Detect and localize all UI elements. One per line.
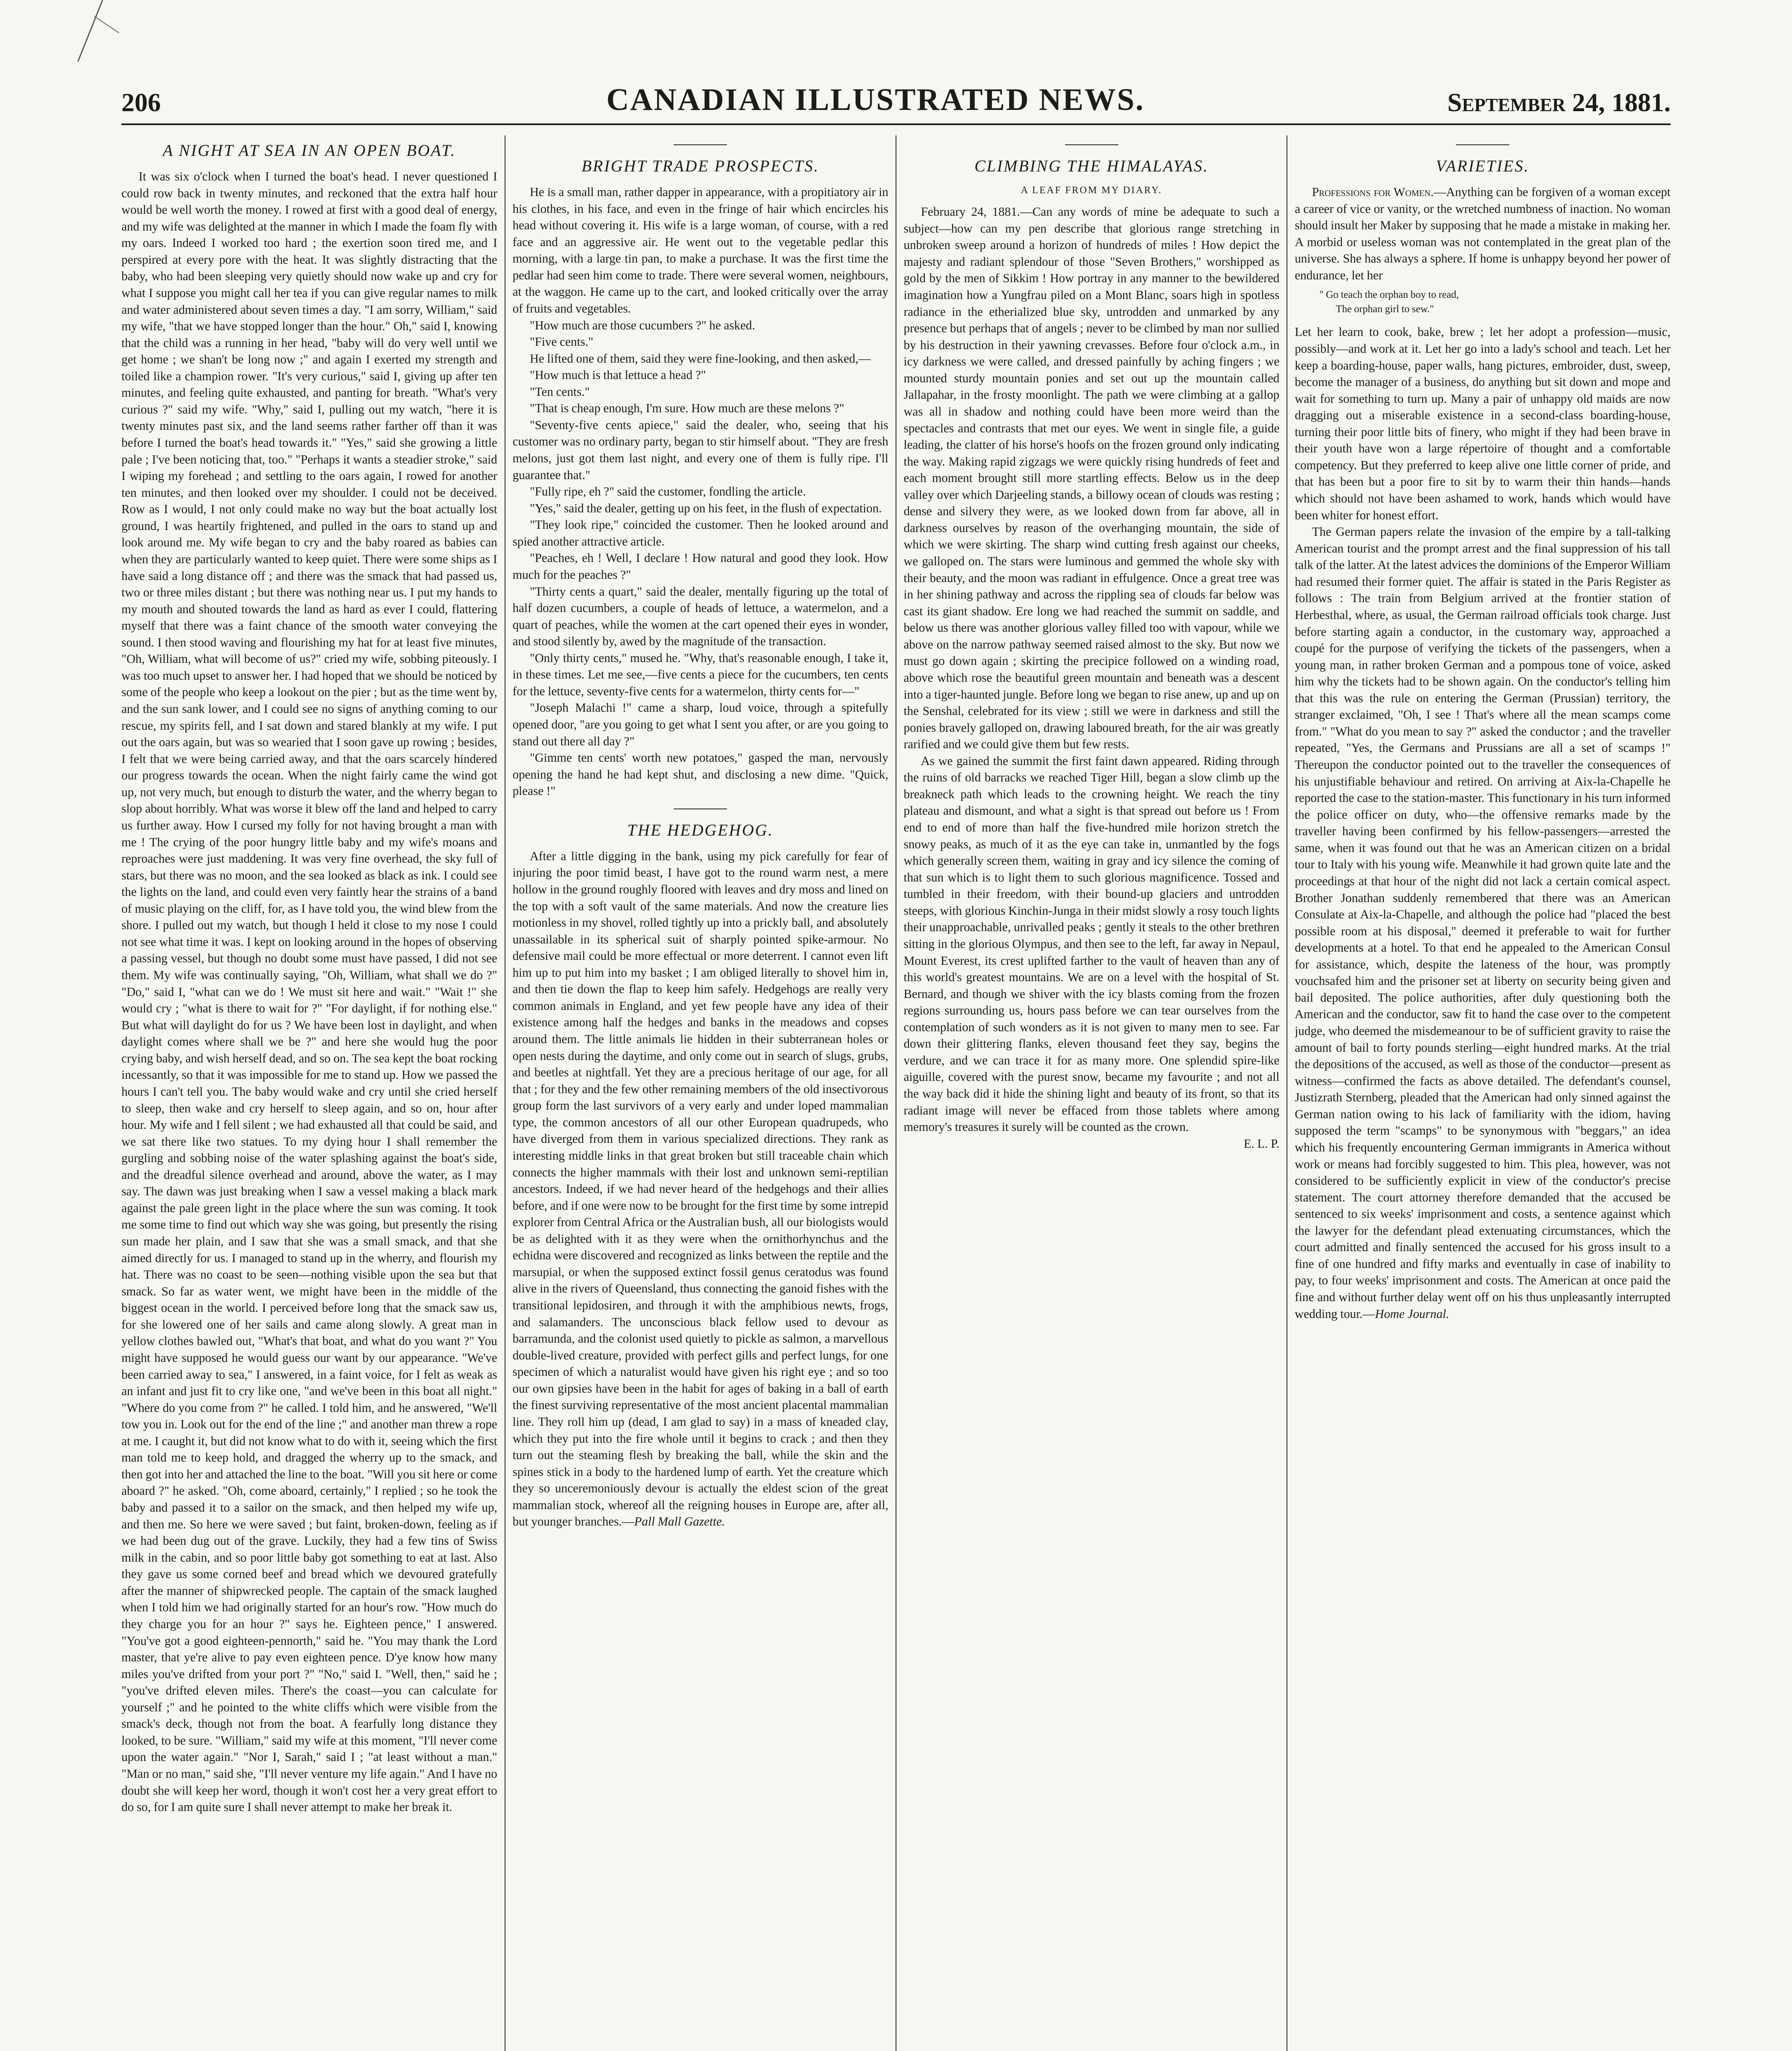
article-title-night-at-sea: A NIGHT AT SEA IN AN OPEN BOAT. — [162, 141, 456, 160]
columns — [121, 135, 1671, 2051]
article-separator — [1065, 144, 1118, 145]
paragraph: "Seventy-five cents apiece," said the dealer, who, seeing that his customer was no ordinary party, began to stir himself about. "They are fresh melons, just got them last night, and every one of them is fully ripe. I'll guarantee that." — [512, 418, 889, 482]
column-4 — [1295, 135, 1671, 2051]
pencil-mark — [33, 0, 156, 78]
article-body-night-at-sea: It was six o'clock when I turned the boat's head. I never questioned I could row back in twenty minutes, and reckoned that the extra half hour would be well worth the money. I rowed at first with a good deal of energy, and my wife was delighted at the manner in which I made the foam fly with my oars. Indeed I worked too hard ; the exertion soon tired me, and I perspired at every pore with the heat. It was slightly distracting that the baby, who had been sleeping very quietly should now wake up and cry for what I suppose you might call her tea if you can give regular names to milk and water administered about seven times a day. "I am sorry, William," said my wife, "that we have stopped longer than the hour." Oh," said I, knowing that the child was a running in her head, "baby will do very well until we get home ; we shan't be long now ;" and again I exerted my strength and toiled like a champion rower. "It's very curious," said I, giving up after ten minutes, and feeling quite exhausted, and panting for breath. "What's very curious ?" said my wife. "Why," said I, pulling out my watch, "here it is twenty minutes past six, and the land seems rather farther off than it was before I turned the boat's head towards it." "Yes," said she growing a little pale ; I've been noticing that, too." "Perhaps it wants a steadier stroke," said I wiping my forehead ; and settling to the oars again, I rowed for another ten minutes, and then looked over my shoulder. I could not be deceived. Row as I would, I not only could make no way but the boat actually lost ground, I was heartily frightened, and pulled in the oars to stand up and look around me. My wife began to cry and the baby roared as babies can when they are particularly wanted to keep quiet. There were some ships as I have said a long distance off ; and there was the smack that had passed us, two or three miles distant ; but there was nothing near us. I put my hands to my mouth and shouted towards the land as hard as ever I could, flattering myself that there was a faint chance of the smooth water conveying the sound. I then stood waving and flourishing my hat for at least five minutes, "Oh, William, what will become of us?" cried my wife, sobbing piteously. I was too much upset to answer her. I had hoped that we should be noticed by some of the people who keep a lookout on the pier ; but as the time went by, and the sun sank lower, and I could see no signs of anything coming to our rescue, my spirits fell, and I sat down and stared blankly at my wife. I put out the oars again, but was so wearied that I soon gave up rowing ; besides, I felt that we were being carried away, and that the oars scarcely hindered our progress towards the ocean. When the night fairly came the wind got up, not very much, but enough to disturb the water, and the wherry began to slop about horribly. What was worse it blew off the land and helped to carry us further away. How I cursed my folly for not having brought a man with me ! The crying of the poor hungry little baby and my wife's moans and reproaches were just maddening. It was very fine overhead, the sky full of stars, but there was no moon, and the sea looked as black as ink. I could see the lights on the land, and could even very faintly hear the strains of a band of music playing on the cliff, for, as I have told you, the wind blew from the shore. I pulled out my watch, but though I held it close to my nose I could not see what time it was. I kept on looking around in the hopes of observing a passing vessel, but though no doubt some must have passed, I did not see them. My wife was continually saying, "Oh, William, what shall we do ?" "Do," said I, "what can we do ! We must sit here and wait." "Wait !" she would cry ; "what is there to wait for ?" "For daylight, if for nothing else." But what will daylight do for us ? We have been lost in daylight, and when daylight comes where shall we be ?" and here she would hug the poor crying baby, and wish herself dead, and so on. The sea kept the boat rocking incessantly, so that it was impossible for me to stand up. How we passed the hours I can't tell you. The baby would wake and cry until she cried herself to sleep, then wake and cry herself to sleep again, and so on, hour after hour. My wife and I fell silent ; we had exhausted all that could be said, and we sat there like two statues. To my dying hour I shall remember the gurgling and sobbing noise of the water splashing against the boat's side, and the dreadful silence overhead and around, above the water, as I may say. The dawn was just breaking when I saw a vessel making a black mark against the pale green light in the place where the sun was coming. It took me some time to find out which way she was going, but presently the rising sun made her plain, and I saw that she was a small smack, and that she aimed directly for us. I managed to stand up in the wherry, and flourish my hat. There was no coast to be seen—nothing visible upon the sea but that smack. So far as water went, we might have been in the middle of the biggest ocean in the world. I perceived before long that the smack saw us, for she lowered one of her sails and came along slowly. A great man in yellow clothes bawled out, "What's that boat, and what do you want ?" You might have supposed he would guess our want by our appearance. "We've been carried away to sea," I answered, in a faint voice, for I felt as weak as an infant and just fit to cry like one, "and we've been in this boat all night." "Where do you come from ?" he called. I told him, and he answered, "We'll tow you in. Look out for the end of the line ;" and another man threw a rope at me. I caught it, but did not know what to do with it, seeing which the first man told me to keep hold, and dragged the wherry up to the smack, and then got into her and attached the line to the boat. "Will you sit here or come aboard ?" he asked. "Oh, come aboard, certainly," I replied ; so he took the baby and passed it to a sailor on the smack, and then helped my wife up, and then me. So here we were saved ; but faint, broken-down, feeling as if we had been dug out of the grave. Luckily, they had a few tins of Swiss milk in the cabin, and so poor little baby got something to eat at last. Also they gave us some corned beef and bread which we devoured gratefully after the manner of shipwrecked people. The captain of the smack laughed when I told him we had originally started for an hour's row. "How much do they charge you for an hour ?" says he. Eighteen pence," I answered. "You've got a good eighteen-pennorth," said he. "You may thank the Lord master, that ye're alive to pay even eighteen pence. D'ye know how many miles you've drifted from your port ?" "No," said I. "Well, then," said he ; "you've drifted eleven miles. There's the coast—you can calculate for yourself ;" and he pointed to the white cliffs which were visible from the smack's deck, though not from the boat. A fearfully long distance they looked, to be sure. "William," said my wife at this moment, "I'll never come upon the water again." "Nor I, Sarah," said I ; "at least without a man." "Man or no man," said she, "I'll never venture my life again." And I have no doubt she will keep her word, though it won't cost her a very great effort to do so, for I am quite sure I shall never attempt to make her break it. — [121, 169, 497, 1814]
paragraph: "Fully ripe, eh ?" said the customer, fondling the article. — [530, 484, 806, 499]
paragraph: "Peaches, eh ! Well, I declare ! How natural and good they look. How much for the peaches ?" — [512, 551, 889, 582]
article-separator — [674, 144, 727, 145]
column-1 — [121, 135, 497, 2051]
issue-date: September 24, 1881. — [1447, 88, 1671, 117]
quoted-verse — [1319, 288, 1671, 316]
section-title-varieties: VARIETIES. — [1435, 157, 1529, 175]
paragraph: He lifted one of them, said they were fine-looking, and then asked,— — [530, 351, 871, 365]
paragraph: "Joseph Malachi !" came a sharp, loud voice, through a spitefully opened door, "are you going to get what I sent you after, or are you going to stand out there all day ?" — [512, 701, 889, 748]
article-title-bright-trade: BRIGHT TRADE PROSPECTS. — [581, 157, 820, 175]
verse-line: The orphan girl to sew." — [1335, 304, 1434, 315]
column-2 — [512, 135, 888, 2051]
paragraph — [1295, 523, 1671, 1322]
paragraph — [1295, 184, 1671, 283]
verse-line: " Go teach the orphan boy to read, — [1319, 289, 1459, 301]
paragraph-text: The German papers relate the invasion of the empire by a tall-talking American tourist and the prompt arrest and the final suppression of his tall talk of the latter. At the latest advices the dominions of the Emperor William had resumed their former quiet. The affair is stated in the Paris Register as follows : The train from Belgium arrived at the frontier station of Herbesthal, where, as usual, the German railroad officials took charge. Just before starting again a conductor, in the customary way, approached a coupé for the purpose of verifying the tickets of the passengers, when a young man, in rather broken German and a pompous tone of voice, asked him why the tickets had to be shown again. On the conductor's telling him that this was the rule on entering the German (Prussian) territory, the stranger exclaimed, "Oh, I see ! That's where all the mean scamps come from." "What do you mean to say ?" asked the conductor ; and the traveller repeated, "Yes, the Germans and Prussians are all a set of scamps !" Thereupon the conductor pointed out to the traveller the consequences of his unjustifiable behaviour and retired. On arriving at Aix-la-Chapelle he reported the case to the station-master. This functionary in his turn informed the police officer on duty, who—the offensive remarks made by the traveller having been confirmed by his fellow-passengers—arrested the same, when it was found out that he was an American citizen on a bridal tour to Italy with his young wife. Meanwhile it had grown quite late and the proceedings at that hour of the night did not lack a certain comical aspect. Brother Jonathan suddenly remembered that there was an American Consulate at Aix-la-Chapelle, and although the police had "placed the best possible room at his disposal," deemed it preferable to wait for further developments at a hotel. To that end he appealed to the American Consul for assistance, which, despite the lateness of the hour, was promptly vouchsafed him and the prisoner set at liberty on security being given and bail deposited. The police authorities, after duly questioning both the American and the conductor, saw fit to hand the case over to the competent judge, who deemed the misdemeanour to be of sufficient gravity to raise the amount of bail to forty pounds sterling—eight hundred marks. At the trial the depositions of the accused, as well as those of the conductor—present as witness—confirmed the facts as above detailed. The defendant's counsel, Justizrath Sternberg, pleaded that the American had only sinned against the German nation owing to his lack of familiarity with the idiom, having supposed the term "scamps" to be synonymous with "beggars," an idea which his frequently encountering German immigrants in America without work or means had forcibly suggested to him. This plea, however, was not considered to be sufficiently explicit in view of the conductor's precise statement. The court attorney therefore demanded that the accused be sentenced to six weeks' imprisonment and costs, a sentence against which the lawyer for the defendant plead extenuating circumstances, which the court admitted and finally sentenced the accused for his gross insult to a fine of one hundred and fifty marks and eventually in case of inability to pay, to four weeks' imprisonment and costs. The American at once paid the fine and without further delay went off on his thus unpleasantly interrupted wedding tour.— — [1294, 525, 1671, 1321]
paragraph: "They look ripe," coincided the customer. Then he looked around and spied another attractive article. — [512, 518, 889, 548]
paragraph: As we gained the summit the first faint dawn appeared. Riding through the ruins of old barracks we reached Tiger Hill, began a slow climb up the breakneck path which leads to the crowning height. We reach the tiny plateau and dismount, and what a sight is that spread out before us ! From end to end of more than half the five-hundred mile horizon stretch the snowy peaks, as much of it as the eye can take in, unmantled by the fogs which generally screen them, waiting in gray and icy silence the coming of that sun which is to light them to such glorious magnificence. Tossed and tumbled in their freedom, with their bound-up glaciers and untrodden steeps, with glorious Kinchin-Junga in their midst slowly a rosy touch lights their unapproachable, unrivalled peaks ; gently it steals to the other brethren sitting in the glorious Olympus, and then see to the left, far away in Nepaul, Mount Everest, its crest uplifted farther to the vault of heaven than any of this world's greatest mountains. We are on a level with the hospital of St. Bernard, and though we shiver with the icy blasts coming from the frozen regions surrounding us, hours pass before we can tear ourselves from the contemplation of such wonders as it is not given to many men to see. Far down their glittering flanks, eleven thousand feet they say, begins the verdure, and we can trace it for as many more. One splendid spire-like aiguille, covered with the purest snow, became my favourite ; and not all the way back did it hide the shining light and beauty of its front, so that its radiant image will never be effaced from those tablets where among memory's treasures it surely will be counted as the crown. — [903, 754, 1280, 1134]
paragraph: February 24, 1881.—Can any words of mine be adequate to such a subject—how can my pen describe that glorious range stretching in unbroken sweep around a horizon of hundreds of miles ! How depict the majesty and radiant splendour of those "Seven Brothers," worshipped as gold by the men of Sikkim ! How portray in any manner to the bewildered imagination how a Yungfrau piled on a Mont Blanc, soars high in spotless radiance in the etherialized blue sky, untrodden and unmarked by any presence but perhaps that of angels ; never to be climbed by man nor sullied by his destruction in their yawning crevasses. Before four o'clock a.m., in icy darkness we were called, and dressed painfully by aching fingers ; we mounted sturdy mountain ponies and set out up the mountain called Jallapahar, in the frosty moonlight. The path we were climbing at a gallop was all in shadow and nothing could have been more weird than the spectacles and contrasts that met our eyes. We went in single file, a guide leading, the clatter of his horse's hoofs on the frozen ground only indicating the way. Making rapid zigzags we were quickly rising hundreds of feet and each moment brought still more startling effects. Below us in the deep valley over which Darjeeling stands, a billowy ocean of clouds was resting ; dense and silvery they were, as we looked down from far above, all in darkness ourselves by reason of the overhanging mountain, the side of which we were skirting. The sharp wind cutting fresh against our cheeks, we galloped on. The stars were luminous and gemmed the whole sky with their beauty, and the moon was radiant in effulgence. Once a great tree was in her shining pathway and across the rippling sea of clouds far below was cast its giant shadow. Ere long we had reached the summit on saddle, and below us there was another glorious valley filled too with vapour, while we above on the narrow pathway seemed raised almost to the sky. But now we must go down again ; skirting the precipice followed on a winding road, above which rose the beautiful green mountain and beneath was a descent into a tiger-haunted jungle. Before long we began to rise anew, up and up on the Senshal, celebrated for its view ; still we were in darkness and still the ponies bravely galloped on, drawing laboured breath, for the air was greatly rarified and we could give them but few rests. — [903, 205, 1280, 751]
author-signature: E. L. P. — [1243, 1136, 1280, 1151]
page-number: 206 — [121, 88, 161, 117]
hedgehog-text: After a little digging in the bank, using my pick carefully for fear of injuring the poor timid beast, I have got to the round warm nest, a mere hollow in the ground roughly floored with leaves and dry moss and lined on the top with a soft vault of the same materials. And now the creature lies motionless in my shovel, rolled tightly up into a prickly ball, and absolutely unassailable in its spherical suit of sharply pointed spike-armour. No defensive mail could be more effectual or more deterrent. I cannot even lift him up to put him into my basket ; I am obliged literally to shovel him in, and then tie down the flap to keep him safely. Hedgehogs are really very common animals in England, and yet few people have any idea of their existence among half the hedges and banks in the meadows and copses around them. The little animals lie hidden in their subterranean holes or open nests during the daytime, and only come out in search of slugs, grubs, and beetles at nightfall. Yet they are a precious heritage of our age, for all that ; for they and the few other remaining members of the old insectivorous group form the last survivors of a very early and under loped mammalian type, the common ancestors of all our other European quadrupeds, who have diverged from them in various specialized directions. They rank as interesting middle links in that great broken but still traceable chain which connects the higher mammals with their lost and unknown semi-reptilian ancestors. Indeed, if we had never heard of the hedgehogs and their allies before, and if one were now to be brought for the first time by some intrepid explorer from Central Africa or the Australian bush, all our biologists would be as delighted with it as they were when the ornithorhynchus and the echidna were discovered and recognized as links between the reptile and the marsupial, or when the supposed extinct fossil genus ceratodus was found alive in the rivers of Queensland, thus connecting the ganoid fishes with the transitional lepidosiren, and through it with the amphibious newts, frogs, and salamanders. The unconscious black fellow used to devour as barramunda, and the colonist used quietly to pickle as salmon, a marvellous double-lived creature, provided with perfect gills and perfect lungs, for one specimen of which a naturalist would have given his right eye ; and so too our own gipsies have been in the habit for ages of baking in a ball of earth the finest surviving representative of the most ancient placental mammalian line. They roll him up (dead, I am glad to say) in a mass of kneaded clay, which they put into the fire whole until it begins to crack ; and then they turn out the steaming flesh by breaking the ball, while the skin and the spines stick in a body to the hardened lump of earth. Yet the creature which they so unceremoniously devour is actually the eldest scion of the great mammalian stock, whereof all the reigning houses in Europe are, after all, but younger branches.— — [512, 849, 889, 1529]
article-subtitle-himalayas: A LEAF FROM MY DIARY. — [1021, 185, 1162, 196]
paragraph: "Five cents." — [530, 335, 594, 349]
paragraph: He is a small man, rather dapper in appearance, with a propitiatory air in his clothes, in his face, and even in the fringe of hair which encircles his head without covering it. His wife is a large woman, of course, with a red face and an aggressive air. He went out to the vegetable pedlar this morning, with a large tin pan, to make a purchase. It was the first time the pedlar had seen him come to trade. There were several women, neighbours, at the waggon. He came up to the cart, and looked critically over the array of fruits and vegetables. — [512, 185, 889, 315]
newspaper-title: CANADIAN ILLUSTRATED NEWS. — [606, 82, 1145, 117]
paragraph: "That is cheap enough, I'm sure. How much are these melons ?" — [530, 401, 844, 416]
paragraph: "How much are those cucumbers ?" he asked. — [530, 318, 755, 332]
article-title-hedgehog: THE HEDGEHOG. — [627, 820, 774, 839]
paragraph-lead: Professions for Women. — [1312, 185, 1434, 199]
column-rule — [894, 135, 898, 2051]
paragraph: "How much is that lettuce a head ?" — [530, 368, 706, 382]
column-rule — [1285, 135, 1289, 2051]
column-rule — [503, 135, 507, 2051]
article-source: Home Journal. — [1375, 1306, 1449, 1321]
hedgehog-source: Pall Mall Gazette. — [634, 1514, 725, 1529]
paragraph: Let her learn to cook, bake, brew ; let her adopt a profession—music, possibly—and work at it. Let her go into a lady's school and teach. Let her keep a boarding-house, paper walls, hang pictures, embroider, dust, sweep, become the manager of a business, do anything but sit down and mope and wait for something to turn up. Many a pair of unhappy old maids are now dragging out a miserable existence in a second-class boarding-house, turning their poor little bits of finery, who might if they had been brave in their youth have won a large répertoire of thought and a comfortable competency. But they preferred to keep alive one little corner of pride, and that has been but a poor fire to sit by to warm their thin hands—hands which should not have been ashamed to work, hands which would have been whiter for honest effort. — [1294, 325, 1671, 522]
masthead — [121, 76, 1671, 125]
paragraph: "Thirty cents a quart," said the dealer, mentally figuring up the total of half dozen cucumbers, a couple of heads of lettuce, a watermelon, and a quart of peaches, while the women at the cart opened their eyes in wonder, and stood silently by, awed by the magnitude of the transaction. — [512, 584, 889, 649]
paragraph-text: —Anything can be forgiven of a woman except a career of vice or vanity, or the wretched numbness of inaction. No woman should insult her Maker by supposing that he made a mistake in making her. A morbid or useless woman was not contemplated in the great plan of the universe. She has always a sphere. If home is unhappy beyond her power of endurance, let her — [1294, 185, 1671, 282]
paragraph: "Gimme ten cents' worth new potatoes," gasped the man, nervously opening the hand he had kept shut, and disclosing a new dime. "Quick, please !" — [512, 751, 889, 798]
article-separator — [1456, 144, 1509, 145]
paragraph: "Ten cents." — [530, 384, 590, 399]
column-3 — [904, 135, 1280, 2051]
paragraph: "Only thirty cents," mused he. "Why, that's reasonable enough, I take it, in these times. Let me see,—five cents a piece for the cucumbers, ten cents for the lettuce, seventy-five cents for a watermelon, thirty cents for—" — [512, 651, 889, 698]
paragraph: "Yes," said the dealer, getting up on his feet, in the flush of expectation. — [530, 501, 882, 515]
article-body-hedgehog — [512, 848, 888, 1530]
article-title-himalayas: CLIMBING THE HIMALAYAS. — [974, 157, 1209, 175]
